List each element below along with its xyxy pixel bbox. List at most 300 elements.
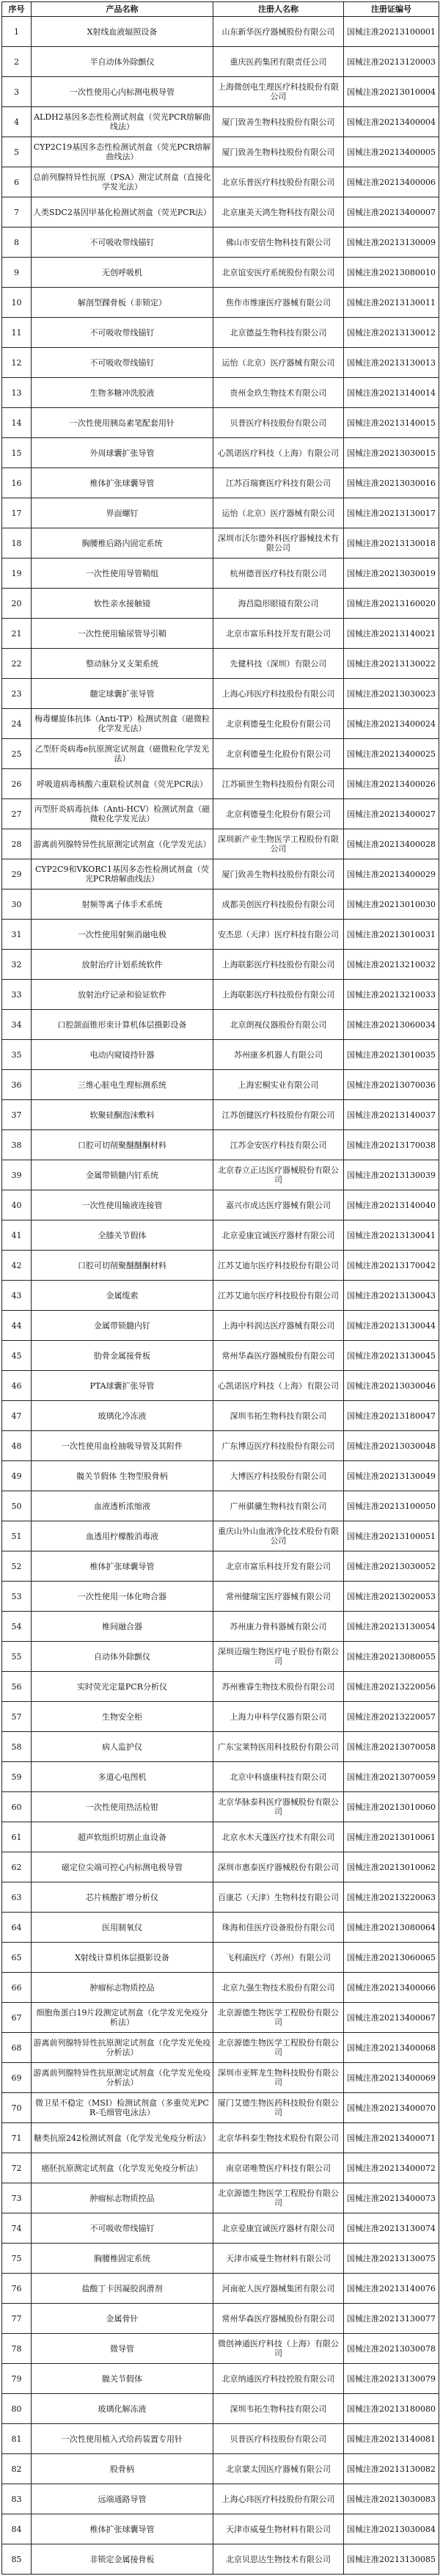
table-row bbox=[2, 1672, 439, 1702]
table-row bbox=[2, 2334, 439, 2364]
cert-number-cell: 国械注准20213140037 bbox=[344, 1100, 439, 1130]
row-number: 7 bbox=[2, 197, 32, 228]
row-number: 37 bbox=[2, 1100, 32, 1130]
row-number: 76 bbox=[2, 2274, 32, 2304]
table-row bbox=[2, 1010, 439, 1040]
cert-number-cell: 国械注准20213060034 bbox=[344, 1010, 439, 1040]
product-name-cell: X射线计算机体层摄影设备 bbox=[32, 1943, 213, 1973]
row-number: 25 bbox=[2, 739, 32, 769]
table-row bbox=[2, 589, 439, 619]
product-name-cell: 微导管 bbox=[32, 2334, 213, 2364]
row-number: 43 bbox=[2, 1281, 32, 1311]
product-name-cell: 实时荧光定量PCR分析仪 bbox=[32, 1672, 213, 1702]
table-row bbox=[2, 137, 439, 167]
table-row bbox=[2, 1070, 439, 1100]
table-row bbox=[2, 2033, 439, 2063]
cert-number-cell: 国械注准20213130044 bbox=[344, 1311, 439, 1341]
product-name-cell: 一次性使用导管鞘组 bbox=[32, 559, 213, 589]
row-number: 48 bbox=[2, 1431, 32, 1461]
table-row bbox=[2, 1130, 439, 1160]
product-name-cell: 血液透析浓缩液 bbox=[32, 1491, 213, 1521]
table-row bbox=[2, 1792, 439, 1822]
cert-number-cell: 国械注准20213070058 bbox=[344, 1732, 439, 1762]
product-name-cell: 口腔可切削聚醚醚酮材料 bbox=[32, 1251, 213, 1281]
registrant-cell: 运怡（北京）医疗器械有限公司 bbox=[213, 498, 344, 528]
cert-number-cell: 国械注准20213400005 bbox=[344, 137, 439, 167]
table-row bbox=[2, 228, 439, 258]
table-row bbox=[2, 77, 439, 107]
registrant-cell: 杭州德晋医疗科技有限公司 bbox=[213, 559, 344, 589]
cert-number-cell: 国械注准20213400026 bbox=[344, 769, 439, 799]
table-row bbox=[2, 769, 439, 799]
table-row bbox=[2, 468, 439, 498]
row-number: 69 bbox=[2, 2063, 32, 2093]
product-name-cell: 胸腰椎固定系统 bbox=[32, 2244, 213, 2274]
row-number: 35 bbox=[2, 1040, 32, 1070]
cert-number-cell: 国械注准20213010031 bbox=[344, 920, 439, 950]
table-row bbox=[2, 167, 439, 197]
table-row bbox=[2, 1251, 439, 1281]
registrant-cell: 成都美创医疗科技股份有限公司 bbox=[213, 889, 344, 920]
product-name-cell: 一次性使用射频消融电极 bbox=[32, 920, 213, 950]
registrant-cell: 北京源德生物医学工程股份有限公司 bbox=[213, 2003, 344, 2033]
cert-number-cell: 国械注准20213010030 bbox=[344, 889, 439, 920]
header-product-name: 产品名称 bbox=[32, 2, 213, 17]
row-number: 1 bbox=[2, 17, 32, 47]
row-number: 29 bbox=[2, 859, 32, 889]
table-row bbox=[2, 318, 439, 348]
registrant-cell: 北京利德曼生化股份有限公司 bbox=[213, 709, 344, 739]
cert-number-cell: 国械注准20213010060 bbox=[344, 1792, 439, 1822]
row-number: 77 bbox=[2, 2304, 32, 2334]
registrant-cell: 深圳迈瑞生物医疗电子股份有限公司 bbox=[213, 1642, 344, 1672]
registrant-cell: 厦门致善生物科技股份有限公司 bbox=[213, 137, 344, 167]
cert-number-cell: 国械注准20213400028 bbox=[344, 829, 439, 859]
table-row bbox=[2, 2153, 439, 2183]
registrant-cell: 深圳市亚辉龙生物科技股份有限公司 bbox=[213, 2063, 344, 2093]
row-number: 61 bbox=[2, 1822, 32, 1852]
table-row bbox=[2, 498, 439, 528]
registrant-cell: 上海心玮医疗科技股份有限公司 bbox=[213, 2484, 344, 2514]
registrant-cell: 山东新华医疗器械股份有限公司 bbox=[213, 17, 344, 47]
product-name-cell: 口腔颌面锥形束计算机体层摄影设备 bbox=[32, 1010, 213, 1040]
row-number: 40 bbox=[2, 1190, 32, 1220]
registrant-cell: 苏州雅睿生物技术股份有限公司 bbox=[213, 1672, 344, 1702]
product-name-cell: 磁定位尖端可控心内标测电极导管 bbox=[32, 1852, 213, 1882]
registrant-cell: 飞利浦医疗（苏州）有限公司 bbox=[213, 1943, 344, 1973]
cert-number-cell: 国械注准20213030019 bbox=[344, 559, 439, 589]
product-name-cell: 金属骨针 bbox=[32, 2304, 213, 2334]
row-number: 70 bbox=[2, 2093, 32, 2123]
product-name-cell: 医用制氧仪 bbox=[32, 1913, 213, 1943]
row-number: 74 bbox=[2, 2213, 32, 2244]
registrant-cell: 百康芯（天津）生物科技有限公司 bbox=[213, 1882, 344, 1913]
row-number: 62 bbox=[2, 1852, 32, 1882]
row-number: 56 bbox=[2, 1672, 32, 1702]
registrant-cell: 江苏金安医疗科技有限公司 bbox=[213, 1130, 344, 1160]
registrant-cell: 北京春立正达医疗器械股份有限公司 bbox=[213, 1160, 344, 1190]
row-number: 57 bbox=[2, 1702, 32, 1732]
table-row bbox=[2, 1220, 439, 1251]
product-name-cell: 椎间融合器 bbox=[32, 1612, 213, 1642]
table-row bbox=[2, 1582, 439, 1612]
product-name-cell: 一次性使用胰岛素笔配套用针 bbox=[32, 408, 213, 438]
product-name-cell: 总前列腺特异性抗原（PSA）测定试剂盒（直接化学发光法） bbox=[32, 167, 213, 197]
product-name-cell: 整动脉分叉支架系统 bbox=[32, 649, 213, 679]
product-name-cell: 生物多糖冲洗胶液 bbox=[32, 378, 213, 408]
product-name-cell: 盐酸丁卡因凝胶润滑剂 bbox=[32, 2274, 213, 2304]
table-row bbox=[2, 1100, 439, 1130]
cert-number-cell: 国械注准20213070036 bbox=[344, 1070, 439, 1100]
cert-number-cell: 国械注准20213140076 bbox=[344, 2274, 439, 2304]
registrant-cell: 北京源德生物医学工程股份有限公司 bbox=[213, 2033, 344, 2063]
registrant-cell: 运怡（北京）医疗器械有限公司 bbox=[213, 348, 344, 378]
table-row bbox=[2, 649, 439, 679]
cert-number-cell: 国械注准20213160020 bbox=[344, 589, 439, 619]
row-number: 19 bbox=[2, 559, 32, 589]
cert-number-cell: 国械注准20213030084 bbox=[344, 2514, 439, 2544]
product-name-cell: 放射治疗计划系统软件 bbox=[32, 950, 213, 980]
cert-number-cell: 国械注准20213130011 bbox=[344, 288, 439, 318]
table-row bbox=[2, 1491, 439, 1521]
product-name-cell: 金属缆索 bbox=[32, 1281, 213, 1311]
product-name-cell: 射频等离子体手术系统 bbox=[32, 889, 213, 920]
product-name-cell: 乙型肝炎病毒e抗原测定试剂盒（磁微粒化学发光法） bbox=[32, 739, 213, 769]
registrant-cell: 北京华科泰生物技术股份有限公司 bbox=[213, 2123, 344, 2153]
cert-number-cell: 国械注准20213130012 bbox=[344, 318, 439, 348]
cert-number-cell: 国械注准20213130041 bbox=[344, 1220, 439, 1251]
row-number: 30 bbox=[2, 889, 32, 920]
product-name-cell: 肿瘤标志物质控品 bbox=[32, 2183, 213, 2213]
cert-number-cell: 国械注准20213210033 bbox=[344, 980, 439, 1010]
registrant-cell: 北京九强生物技术股份有限公司 bbox=[213, 1973, 344, 2003]
row-number: 36 bbox=[2, 1070, 32, 1100]
product-name-cell: 梅毒螺旋体抗体（Anti-TP）检测试剂盒（磁微粒化学发光法） bbox=[32, 709, 213, 739]
table-row bbox=[2, 1702, 439, 1732]
registrant-cell: 苏州康力骨科器械有限公司 bbox=[213, 1612, 344, 1642]
row-number: 32 bbox=[2, 950, 32, 980]
row-number: 85 bbox=[2, 2544, 32, 2575]
row-number: 68 bbox=[2, 2033, 32, 2063]
cert-number-cell: 国械注准20213130009 bbox=[344, 228, 439, 258]
row-number: 34 bbox=[2, 1010, 32, 1040]
registrant-cell: 安杰思（天津）医疗科技有限公司 bbox=[213, 920, 344, 950]
registrant-cell: 河南驼人医疗器械集团有限公司 bbox=[213, 2274, 344, 2304]
product-name-cell: 一次性使用一体化吻合器 bbox=[32, 1582, 213, 1612]
registrant-cell: 大博医疗科技股份有限公司 bbox=[213, 1461, 344, 1491]
table-row bbox=[2, 2183, 439, 2213]
row-number: 66 bbox=[2, 1973, 32, 2003]
product-name-cell: 一次性使用输液连接管 bbox=[32, 1190, 213, 1220]
row-number: 4 bbox=[2, 107, 32, 137]
header-registrant: 注册人名称 bbox=[213, 2, 344, 17]
row-number: 20 bbox=[2, 589, 32, 619]
registrant-cell: 贝普医疗科技股份有限公司 bbox=[213, 2424, 344, 2454]
row-number: 5 bbox=[2, 137, 32, 167]
table-row bbox=[2, 288, 439, 318]
registrant-cell: 北京乐普医疗科技股份有限公司 bbox=[213, 167, 344, 197]
row-number: 39 bbox=[2, 1160, 32, 1190]
cert-number-cell: 国械注准20213100050 bbox=[344, 1491, 439, 1521]
registrant-cell: 佛山市安倍生物科技有限公司 bbox=[213, 228, 344, 258]
cert-number-cell: 国械注准20213140040 bbox=[344, 1190, 439, 1220]
registrant-cell: 深圳市沃尔德外科医疗器械技术有限公司 bbox=[213, 528, 344, 559]
registrant-cell: 常州华森医疗器械股份有限公司 bbox=[213, 2304, 344, 2334]
cert-number-cell: 国械注准20213400068 bbox=[344, 2033, 439, 2063]
header-cert-no: 注册证编号 bbox=[344, 2, 439, 17]
registrant-cell: 北京贝思达生物技术有限公司 bbox=[213, 2544, 344, 2575]
product-name-cell: 非锁定金属接骨板 bbox=[32, 2544, 213, 2575]
registration-table-document bbox=[1, 1, 439, 2575]
cert-number-cell: 国械注准20213100051 bbox=[344, 1521, 439, 1551]
registrant-cell: 北京纳通医疗科技控股有限公司 bbox=[213, 2364, 344, 2394]
registrant-cell: 北京中科盛康科技有限公司 bbox=[213, 1762, 344, 1792]
table-row bbox=[2, 1190, 439, 1220]
registrant-cell: 北京康美天鸿生物科技有限公司 bbox=[213, 197, 344, 228]
registrant-cell: 焦作市维康医疗器械有限公司 bbox=[213, 288, 344, 318]
table-row bbox=[2, 1852, 439, 1882]
registrant-cell: 天津市威曼生物材料有限公司 bbox=[213, 2244, 344, 2274]
product-name-cell: 髋关节假体 bbox=[32, 2364, 213, 2394]
cert-number-cell: 国械注准20213130022 bbox=[344, 649, 439, 679]
cert-number-cell: 国械注准20213400072 bbox=[344, 2153, 439, 2183]
table-row bbox=[2, 950, 439, 980]
table-row bbox=[2, 2454, 439, 2484]
cert-number-cell: 国械注准20213140015 bbox=[344, 408, 439, 438]
table-row bbox=[2, 1341, 439, 1371]
registrant-cell: 海昌隐形眼镜有限公司 bbox=[213, 589, 344, 619]
table-row bbox=[2, 1040, 439, 1070]
registrant-cell: 厦门致善生物科技股份有限公司 bbox=[213, 859, 344, 889]
row-number: 55 bbox=[2, 1642, 32, 1672]
table-row bbox=[2, 408, 439, 438]
registrant-cell: 上海力申科学仪器有限公司 bbox=[213, 1702, 344, 1732]
table-row bbox=[2, 1431, 439, 1461]
row-number: 14 bbox=[2, 408, 32, 438]
registrant-cell: 北京市富乐科技开发有限公司 bbox=[213, 1551, 344, 1582]
cert-number-cell: 国械注准20213030083 bbox=[344, 2484, 439, 2514]
cert-number-cell: 国械注准20213130054 bbox=[344, 1612, 439, 1642]
table-row bbox=[2, 2244, 439, 2274]
product-name-cell: 椎体扩张球囊导管 bbox=[32, 1551, 213, 1582]
cert-number-cell: 国械注准20213130017 bbox=[344, 498, 439, 528]
product-name-cell: 生物安全柜 bbox=[32, 1702, 213, 1732]
table-row bbox=[2, 679, 439, 709]
table-row bbox=[2, 2484, 439, 2514]
table-row bbox=[2, 107, 439, 137]
product-name-cell: 一次性使用心内标测电极导管 bbox=[32, 77, 213, 107]
cert-number-cell: 国械注准20213400067 bbox=[344, 2003, 439, 2033]
product-name-cell: 多道心电图机 bbox=[32, 1762, 213, 1792]
table-row bbox=[2, 1822, 439, 1852]
registrant-cell: 嘉兴市成达医疗器械有限公司 bbox=[213, 1190, 344, 1220]
table-row bbox=[2, 528, 439, 559]
cert-number-cell: 国械注准20213220063 bbox=[344, 1882, 439, 1913]
row-number: 50 bbox=[2, 1491, 32, 1521]
row-number: 9 bbox=[2, 258, 32, 288]
cert-number-cell: 国械注准20213400071 bbox=[344, 2123, 439, 2153]
cert-number-cell: 国械注准20213130013 bbox=[344, 348, 439, 378]
row-number: 79 bbox=[2, 2364, 32, 2394]
table-row bbox=[2, 378, 439, 408]
cert-number-cell: 国械注准20213400007 bbox=[344, 197, 439, 228]
cert-number-cell: 国械注准20213220056 bbox=[344, 1672, 439, 1702]
cert-number-cell: 国械注准20213130018 bbox=[344, 528, 439, 559]
product-name-cell: 细胞角蛋白19片段测定试剂盒（化学发光免疫分析法） bbox=[32, 2003, 213, 2033]
product-name-cell: 半自动体外除颤仪 bbox=[32, 47, 213, 77]
cert-number-cell: 国械注准20213400029 bbox=[344, 859, 439, 889]
product-name-cell: 呼吸道病毒核酸六重联检试剂盒（荧光PCR法） bbox=[32, 769, 213, 799]
product-name-cell: 不可吸收带线锚钉 bbox=[32, 348, 213, 378]
row-number: 12 bbox=[2, 348, 32, 378]
row-number: 24 bbox=[2, 709, 32, 739]
registrant-cell: 苏州康多机器人有限公司 bbox=[213, 1040, 344, 1070]
row-number: 17 bbox=[2, 498, 32, 528]
product-name-cell: X射线血液辐照设备 bbox=[32, 17, 213, 47]
table-row bbox=[2, 1612, 439, 1642]
table-row bbox=[2, 2213, 439, 2244]
row-number: 31 bbox=[2, 920, 32, 950]
table-row bbox=[2, 1943, 439, 1973]
row-number: 80 bbox=[2, 2394, 32, 2424]
product-name-cell: 界面螺钉 bbox=[32, 498, 213, 528]
table-row bbox=[2, 2394, 439, 2424]
row-number: 23 bbox=[2, 679, 32, 709]
product-name-cell: 外周球囊扩张导管 bbox=[32, 438, 213, 468]
registrant-cell: 深圳市惠泰医疗器械股份有限公司 bbox=[213, 1852, 344, 1882]
cert-number-cell: 国械注准20213180080 bbox=[344, 2394, 439, 2424]
cert-number-cell: 国械注准20213220057 bbox=[344, 1702, 439, 1732]
product-name-cell: 人类SDC2基因甲基化检测试剂盒（荧光PCR法） bbox=[32, 197, 213, 228]
row-number: 21 bbox=[2, 619, 32, 649]
cert-number-cell: 国械注准20213080055 bbox=[344, 1642, 439, 1672]
header-no: 序号 bbox=[2, 2, 32, 17]
registrant-cell: 北京朗视仪器股份有限公司 bbox=[213, 1010, 344, 1040]
table-row bbox=[2, 859, 439, 889]
table-row bbox=[2, 739, 439, 769]
cert-number-cell: 国械注准20213400073 bbox=[344, 2183, 439, 2213]
product-name-cell: ALDH2基因多态性检测试剂盒（荧光PCR熔解曲线法） bbox=[32, 107, 213, 137]
cert-number-cell: 国械注准20213400069 bbox=[344, 2063, 439, 2093]
table-row bbox=[2, 438, 439, 468]
table-row bbox=[2, 1882, 439, 1913]
cert-number-cell: 国械注准20213010062 bbox=[344, 1852, 439, 1882]
cert-number-cell: 国械注准20213030052 bbox=[344, 1551, 439, 1582]
row-number: 33 bbox=[2, 980, 32, 1010]
registrant-cell: 深圳韦拓生物科技有限公司 bbox=[213, 2394, 344, 2424]
product-name-cell: 玻璃化冷冻液 bbox=[32, 1401, 213, 1431]
row-number: 44 bbox=[2, 1311, 32, 1341]
product-name-cell: 芯片核酸扩增分析仪 bbox=[32, 1882, 213, 1913]
table-row bbox=[2, 2093, 439, 2123]
row-number: 81 bbox=[2, 2424, 32, 2454]
cert-number-cell: 国械注准20213400066 bbox=[344, 1973, 439, 2003]
table-row bbox=[2, 47, 439, 77]
row-number: 18 bbox=[2, 528, 32, 559]
product-name-cell: 一次性使用植入式给药装置专用针 bbox=[32, 2424, 213, 2454]
product-name-cell: 癌胚抗原测定试剂盒（化学发光免疫分析法） bbox=[32, 2153, 213, 2183]
cert-number-cell: 国械注准20213030046 bbox=[344, 1371, 439, 1401]
table-row bbox=[2, 2364, 439, 2394]
product-name-cell: 解剖型踝骨板（非锁定） bbox=[32, 288, 213, 318]
product-name-cell: 丙型肝炎病毒抗体（Anti-HCV）检测试剂盒（磁微粒化学发光法） bbox=[32, 799, 213, 829]
table-row bbox=[2, 348, 439, 378]
product-name-cell: 椎体扩张球囊导管 bbox=[32, 468, 213, 498]
registrant-cell: 上海中科润达医疗器械有限公司 bbox=[213, 1311, 344, 1341]
registrant-cell: 北京蒙太因医疗器械有限公司 bbox=[213, 2454, 344, 2484]
table-row bbox=[2, 2003, 439, 2033]
table-row bbox=[2, 1281, 439, 1311]
row-number: 73 bbox=[2, 2183, 32, 2213]
product-name-cell: 金属带锁髓内钉系统 bbox=[32, 1160, 213, 1190]
registrant-cell: 上海宏桐实业有限公司 bbox=[213, 1070, 344, 1100]
cert-number-cell: 国械注准20213400070 bbox=[344, 2093, 439, 2123]
table-row bbox=[2, 1401, 439, 1431]
table-row bbox=[2, 1521, 439, 1551]
cert-number-cell: 国械注准20213400025 bbox=[344, 739, 439, 769]
row-number: 84 bbox=[2, 2514, 32, 2544]
product-name-cell: 自动体外除颤仪 bbox=[32, 1642, 213, 1672]
cert-number-cell: 国械注准20213130079 bbox=[344, 2364, 439, 2394]
row-number: 53 bbox=[2, 1582, 32, 1612]
registrant-cell: 江苏创健医疗科技股份有限公司 bbox=[213, 1100, 344, 1130]
product-name-cell: 肿瘤标志物质控品 bbox=[32, 1973, 213, 2003]
registrant-cell: 江苏艾迪尔医疗科技股份有限公司 bbox=[213, 1251, 344, 1281]
registrant-cell: 重庆医药集团有限责任公司 bbox=[213, 47, 344, 77]
row-number: 6 bbox=[2, 167, 32, 197]
registrant-cell: 江苏百瑞赛医疗科技有限公司 bbox=[213, 468, 344, 498]
row-number: 60 bbox=[2, 1792, 32, 1822]
row-number: 83 bbox=[2, 2484, 32, 2514]
product-name-cell: 远端通路导管 bbox=[32, 2484, 213, 2514]
row-number: 75 bbox=[2, 2244, 32, 2274]
registrant-cell: 北京爱康宜诚医疗器材有限公司 bbox=[213, 2213, 344, 2244]
registrant-cell: 江苏艾迪尔医疗科技股份有限公司 bbox=[213, 1281, 344, 1311]
row-number: 65 bbox=[2, 1943, 32, 1973]
cert-number-cell: 国械注准20213030023 bbox=[344, 679, 439, 709]
row-number: 49 bbox=[2, 1461, 32, 1491]
cert-number-cell: 国械注准20213080064 bbox=[344, 1913, 439, 1943]
product-name-cell: 胸腰椎后路内固定系统 bbox=[32, 528, 213, 559]
product-name-cell: 电动内窥镜持针器 bbox=[32, 1040, 213, 1070]
row-number: 2 bbox=[2, 47, 32, 77]
table-row bbox=[2, 1973, 439, 2003]
registrant-cell: 上海微创电生理医疗科技股份有限公司 bbox=[213, 77, 344, 107]
row-number: 45 bbox=[2, 1341, 32, 1371]
product-name-cell: 血透用柠檬酸消毒液 bbox=[32, 1521, 213, 1551]
registrant-cell: 天津市威曼生物材料有限公司 bbox=[213, 2514, 344, 2544]
table-row bbox=[2, 1642, 439, 1672]
registrant-cell: 北京源德生物医学工程股份有限公司 bbox=[213, 2183, 344, 2213]
product-name-cell: 全膝关节假体 bbox=[32, 1220, 213, 1251]
table-row bbox=[2, 619, 439, 649]
cert-number-cell: 国械注准20213130074 bbox=[344, 2213, 439, 2244]
registrant-cell: 先健科技（深圳）有限公司 bbox=[213, 649, 344, 679]
product-name-cell: CYP2C19基因多态性检测试剂盒（荧光PCR熔解曲线法） bbox=[32, 137, 213, 167]
table-row bbox=[2, 2304, 439, 2334]
table-row bbox=[2, 559, 439, 589]
cert-number-cell: 国械注准20213030015 bbox=[344, 438, 439, 468]
cert-number-cell: 国械注准20213010004 bbox=[344, 77, 439, 107]
row-number: 54 bbox=[2, 1612, 32, 1642]
cert-number-cell: 国械注准20213140014 bbox=[344, 378, 439, 408]
cert-number-cell: 国械注准20213170042 bbox=[344, 1251, 439, 1281]
cert-number-cell: 国械注准20213030048 bbox=[344, 1431, 439, 1461]
row-number: 67 bbox=[2, 2003, 32, 2033]
product-name-cell: 椎体扩张球囊导管 bbox=[32, 2514, 213, 2544]
product-name-cell: 一次性使用血栓抽吸导管及其附件 bbox=[32, 1431, 213, 1461]
registrant-cell: 厦门致善生物科技股份有限公司 bbox=[213, 107, 344, 137]
